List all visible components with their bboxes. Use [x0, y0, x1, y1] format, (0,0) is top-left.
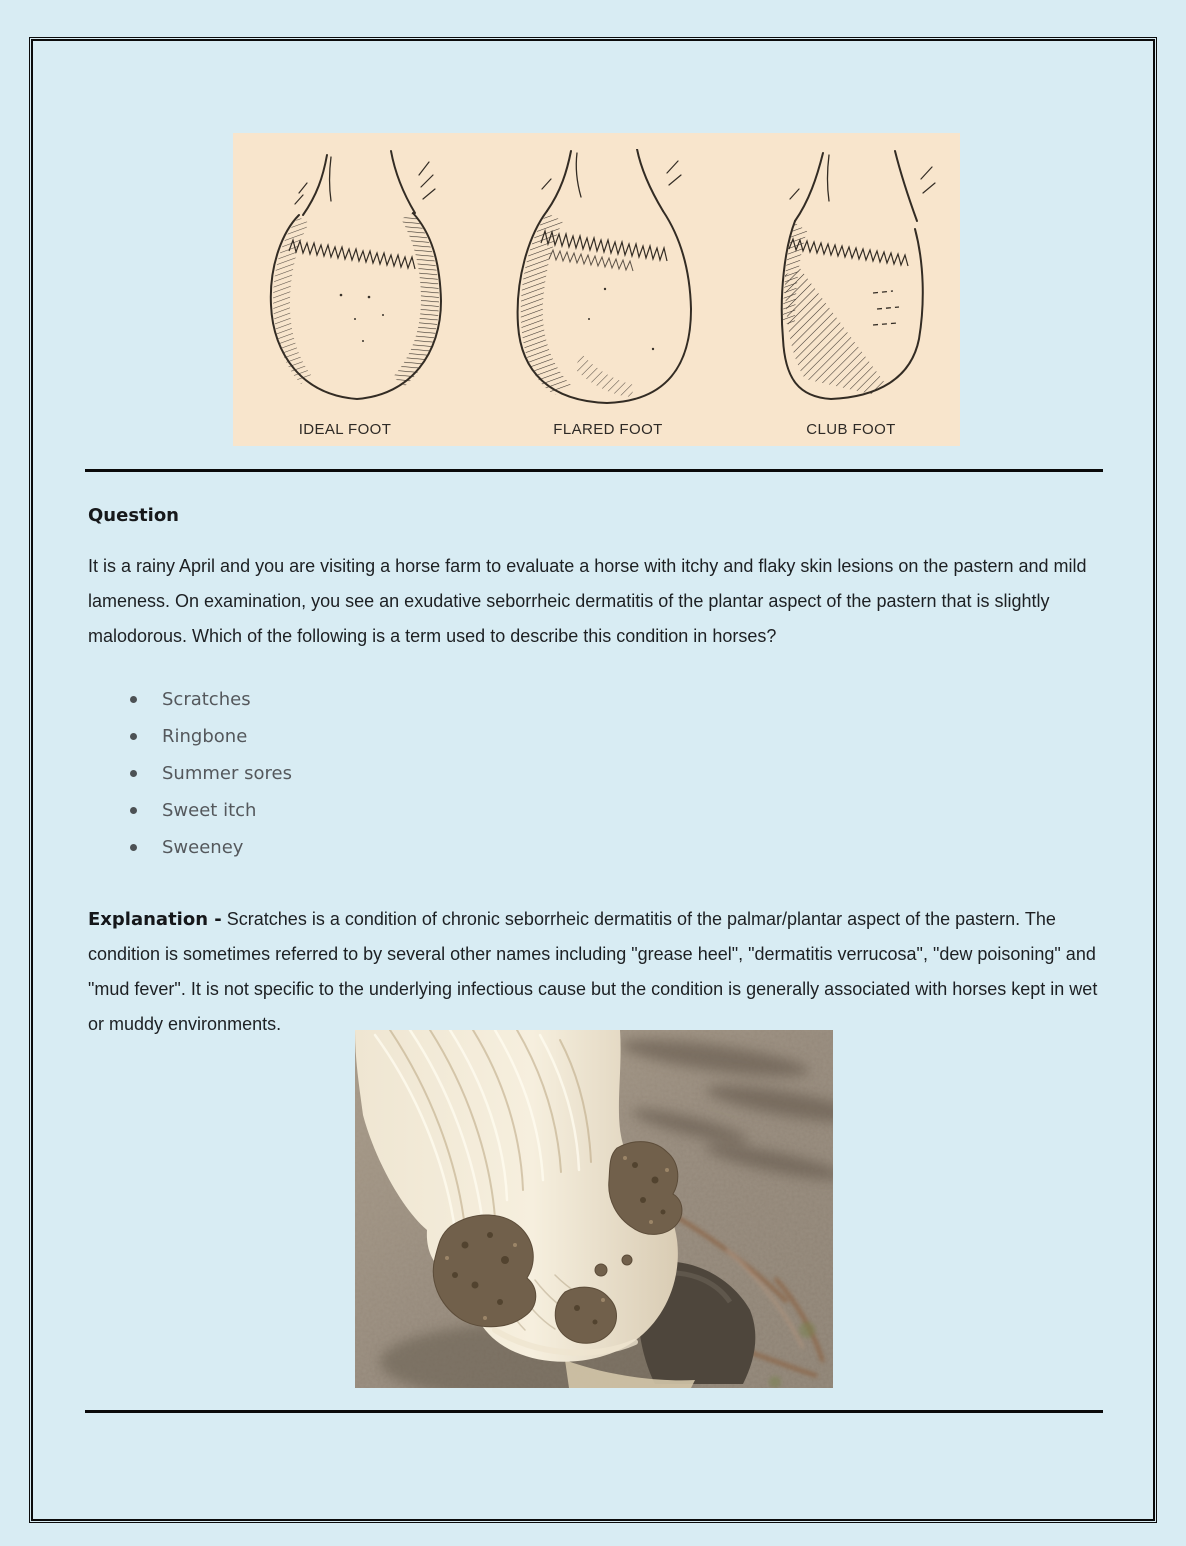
option-label: Scratches — [162, 689, 251, 710]
ideal-foot-sketch — [243, 149, 473, 411]
bullet-icon — [130, 696, 137, 703]
question-text: It is a rainy April and you are visiting a horse farm to evaluate a horse with itchy and flaky skin lesions on the pastern and mild lameness. On examination, you see an exudative seborrheic dermatitis of the plantar aspect of the pastern that is slightly malodorous. Which of the following is a term used to describe this condition in horses? — [88, 556, 1087, 646]
separator-line-bottom — [85, 1410, 1103, 1413]
option-label: Sweet itch — [162, 800, 257, 821]
option-label: Ringbone — [162, 726, 248, 747]
explanation-text: Scratches is a condition of chronic seborrheic dermatitis of the palmar/plantar aspect of the pastern. The condition is sometimes referred to by several other names including "grease heel", "dermatitis verrucosa", "dew poisoning" and "mud fever". It is not specific to the underlying infectious cause but the condition is generally associated with horses kept in wet or muddy environments. — [88, 909, 1098, 1034]
explanation-heading: Explanation - — [88, 909, 222, 930]
bullet-icon — [130, 807, 137, 814]
hoof-types-figure — [233, 133, 960, 446]
flared-foot-label: FLARED FOOT — [553, 421, 663, 438]
bullet-icon — [130, 733, 137, 740]
flared-foot-sketch — [485, 149, 715, 411]
pastern-lesion-photo — [355, 1030, 833, 1388]
list-item — [130, 681, 292, 718]
answer-options-list — [130, 681, 292, 866]
explanation-paragraph — [88, 902, 1102, 1042]
bullet-icon — [130, 844, 137, 851]
separator-line-top — [85, 469, 1103, 472]
option-label: Summer sores — [162, 763, 292, 784]
club-foot-sketch — [725, 149, 955, 411]
question-heading: Question — [88, 505, 179, 526]
option-label: Sweeney — [162, 837, 244, 858]
club-foot-label: CLUB FOOT — [806, 421, 896, 438]
ideal-foot-label: IDEAL FOOT — [298, 421, 392, 438]
list-item — [130, 718, 292, 755]
list-item — [130, 792, 292, 829]
list-item — [130, 829, 292, 866]
bullet-icon — [130, 770, 137, 777]
list-item — [130, 755, 292, 792]
